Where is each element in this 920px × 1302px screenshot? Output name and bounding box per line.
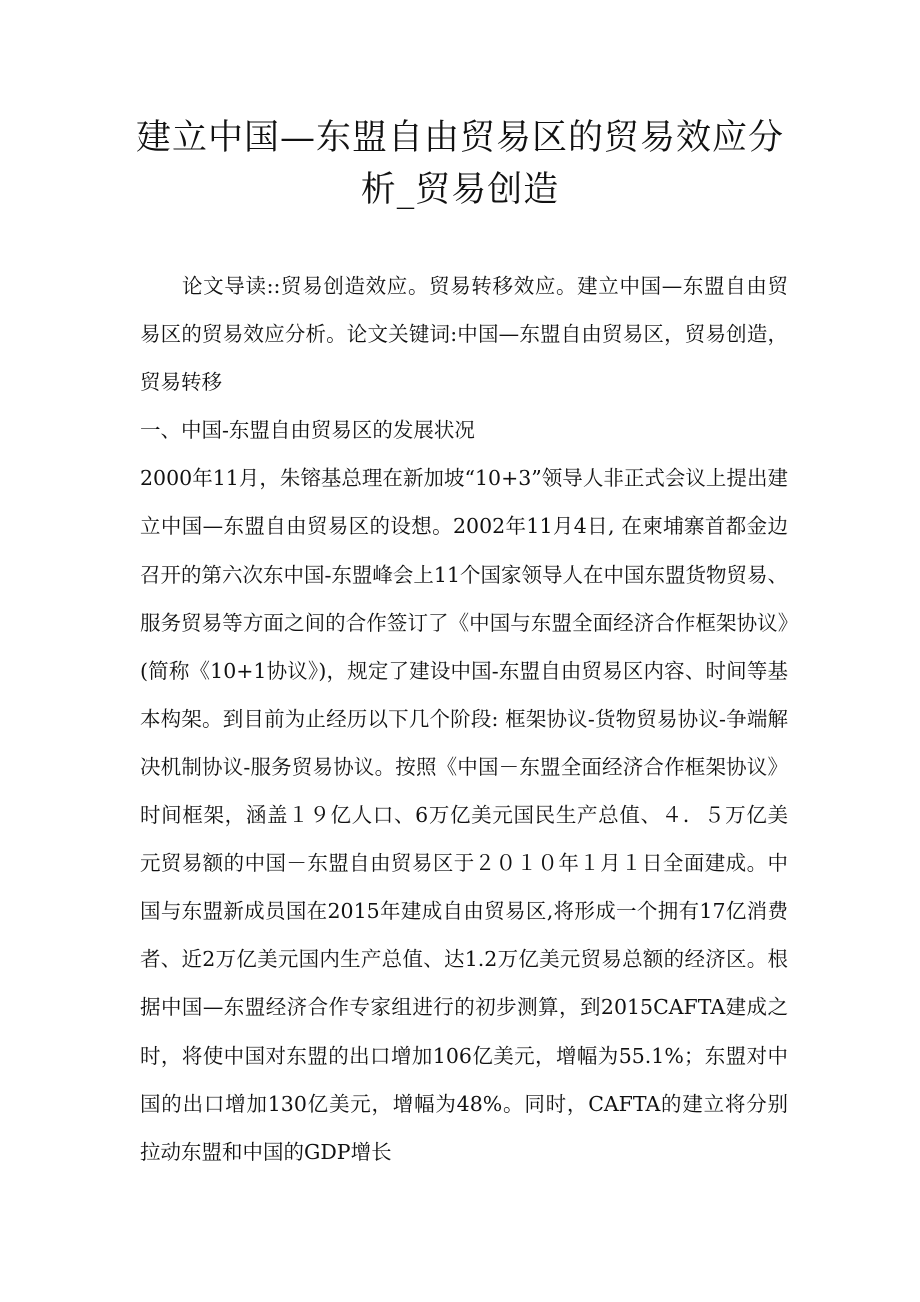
section-heading: 一、中国-东盟自由贸易区的发展状况 [140,418,475,443]
body-paragraph: 2000年11月，朱镕基总理在新加坡“10+3”领导人非正式会议上提出建立中国—东盟自由贸易区的设想。2002年11月4日, 在柬埔寨首都金边召开的第六次东中国-东盟峰会上11个国家领导人在中国东盟货物贸易、服务贸易等方面之间的合作签订了《中国与东盟全面经济合作框架协议》(简称《10+1协议》)，规定了建设中国-东盟自由贸易区内容、时间等基本构架。到目前为止经历以下几个阶段: 框架协议-货物贸易协议-争端解决机制协议-服务贸易协议。按照《中国－东盟全面经济合作框架协议》时间框架，涵盖１９亿人口、6万亿美元国民生产总值、４．５万亿美元贸易额的中国－东盟自由贸易区于２０１０年１月１日全面建成。中国与东盟新成员国在2015年建成自由贸易区,将形成一个拥有17亿消费者、近2万亿美元国内生产总值、达1.2万亿美元贸易总额的经济区。根据中国—东盟经济合作专家组进行的初步测算，到2015CAFTA建成之时，将使中国对东盟的出口增加106亿美元，增幅为55.1%；东盟对中国的出口增加130亿美元，增幅为48%。同时，CAFTA的建立将分别拉动东盟和中国的GDP增长 [140,466,789,1164]
abstract-paragraph: 论文导读::贸易创造效应。贸易转移效应。建立中国—东盟自由贸易区的贸易效应分析。论文关键词:中国—东盟自由贸易区，贸易创造，贸易转移 [140,274,788,395]
document-body [140,262,788,1176]
document-title: 建立中国—东盟自由贸易区的贸易效应分析_贸易创造 [135,118,784,210]
